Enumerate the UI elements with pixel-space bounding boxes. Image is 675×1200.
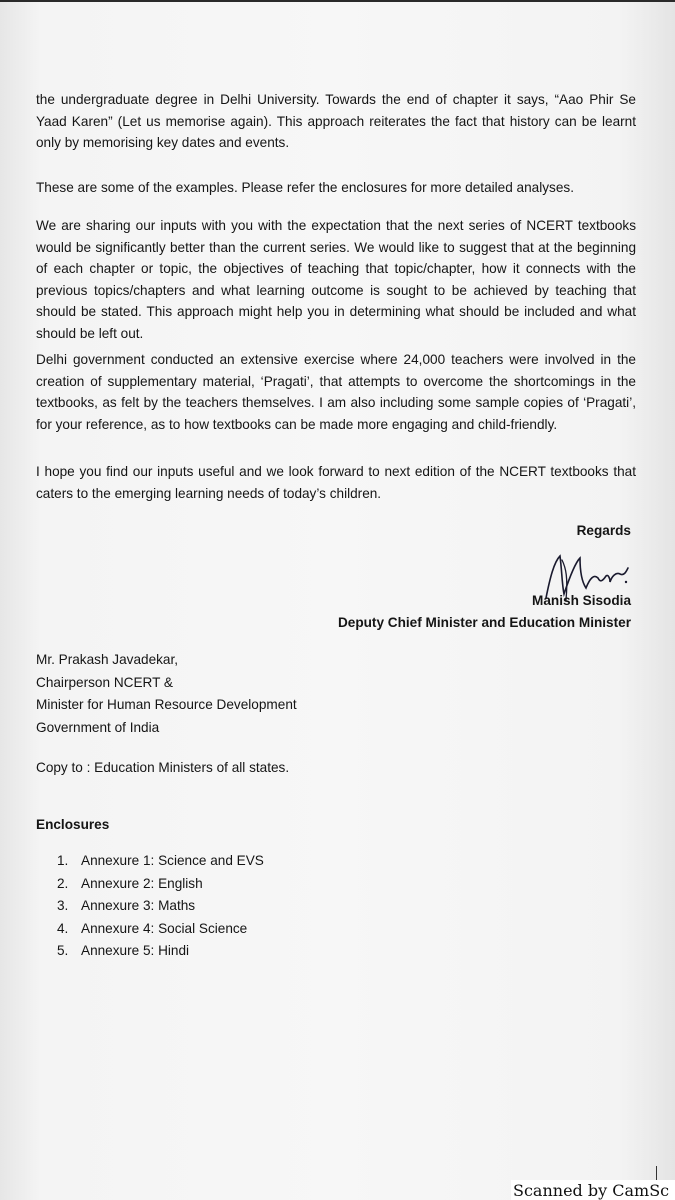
list-item-number: 4.: [57, 920, 69, 936]
recipient-line: Government of India: [36, 719, 160, 735]
body-paragraph-4: Delhi government conducted an extensive exercise where 24,000 teachers were involved in the creation of supplementary material, ‘Pragati’, that attempts to overcome the shortcomings in the textbooks, as felt by the teachers themselves. I am also including some sample copies of ‘Pragati’, for your reference, as to how textbooks can be made more engaging and child-friendly.: [36, 352, 636, 432]
body-paragraph-5: I hope you find our inputs useful and we look forward to next edition of the NCERT textbooks that caters to the emerging learning needs of today’s children.: [36, 464, 636, 501]
scanner-watermark: Scanned by CamSc: [511, 1180, 675, 1200]
closing-regards: Regards: [576, 523, 631, 538]
list-item-label: Annexure 5: Hindi: [81, 943, 190, 958]
body-paragraph-1: the undergraduate degree in Delhi University. Towards the end of chapter it says, “Aao Phir Se Yaad Karen” (Let us memorise again). This approach reiterates the fact that history can be learnt only by memorising key dates and events.: [36, 92, 636, 151]
list-item-label: Annexure 1: Science and EVS: [81, 853, 264, 868]
list-item: [57, 895, 264, 918]
list-item-label: Annexure 3: Maths: [81, 898, 196, 913]
copy-to-line: Copy to : Education Ministers of all states.: [36, 760, 290, 775]
recipient-line: Minister for Human Resource Development: [36, 697, 297, 712]
body-paragraph-3: We are sharing our inputs with you with the expectation that the next series of NCERT textbooks would be significantly better than the current series. We would like to suggest that at the beginning of each chapter or topic, the objectives of teaching that topic/chapter, how it connects with the previous topics/chapters and what learning outcome is sought to be achieved by teaching that should be stated. This approach might help you in determining what should be included and what should be left out.: [36, 218, 636, 341]
signer-designation: Deputy Chief Minister and Education Minister: [337, 615, 631, 630]
recipient-address: [36, 649, 297, 739]
list-item-number: 5.: [57, 943, 69, 958]
page-top-edge: [0, 0, 675, 2]
enclosures-list: [57, 850, 264, 963]
list-item: [57, 940, 264, 963]
list-item-number: 1.: [57, 853, 69, 868]
list-item-number: 2.: [57, 875, 69, 891]
recipient-line: Chairperson NCERT &: [36, 674, 173, 690]
list-item: [57, 918, 264, 941]
recipient-line: Mr. Prakash Javadekar,: [36, 652, 179, 667]
list-item-number: 3.: [57, 898, 69, 913]
signer-name: Manish Sisodia: [532, 593, 631, 608]
enclosures-heading: Enclosures: [36, 817, 110, 832]
list-item-label: Annexure 2: English: [81, 875, 203, 891]
list-item: [57, 850, 264, 873]
body-paragraph-2: These are some of the examples. Please refer the enclosures for more detailed analyses.: [36, 180, 574, 195]
list-item: [57, 873, 264, 896]
list-item-label: Annexure 4: Social Science: [81, 920, 248, 936]
